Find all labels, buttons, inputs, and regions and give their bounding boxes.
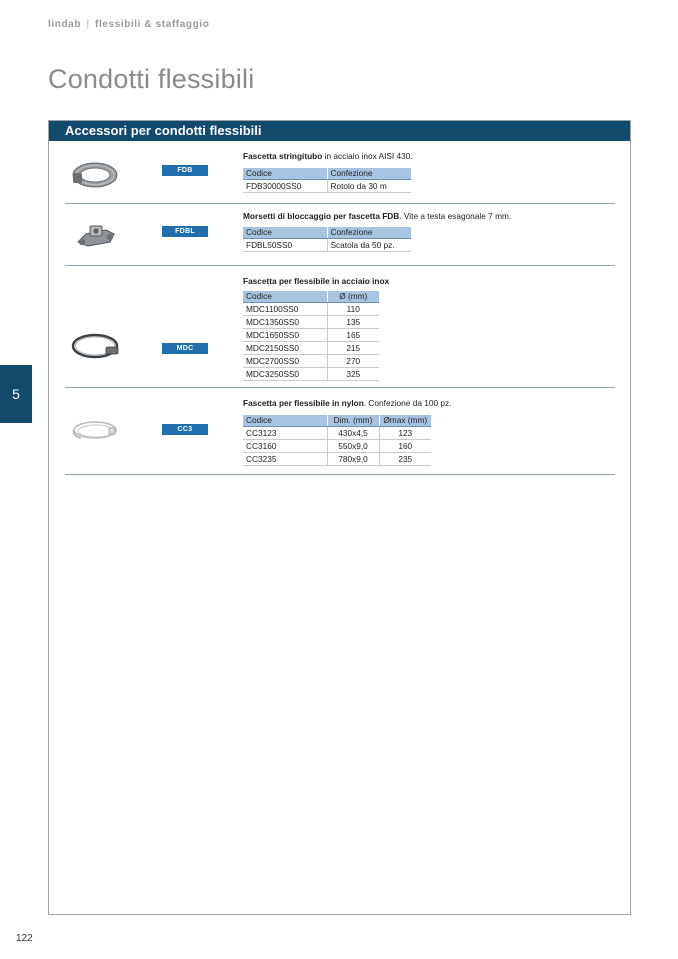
table-cell: 325 [327,368,379,381]
locking-clamp-icon [65,216,125,256]
product-name: Fascetta per flessibile in nylon [243,398,364,408]
product-row-mdc [65,266,615,388]
column-header: Codice [243,415,327,427]
product-name: Fascetta stringitubo [243,151,323,161]
table-cell: 430x4,5 [327,427,379,440]
spec-table [243,415,431,466]
table-row [243,355,379,368]
table-cell: 215 [327,342,379,355]
table-cell: 270 [327,355,379,368]
table-cell: MDC2150SS0 [243,342,327,355]
table-row [243,316,379,329]
table-row [243,440,431,453]
nylon-cable-tie-icon [65,410,125,450]
product-code-badge: MDC [162,343,208,354]
spec-table [243,227,411,252]
table-cell: MDC1350SS0 [243,316,327,329]
table-cell: 110 [327,303,379,316]
product-detail: . Vite a testa esagonale 7 mm. [399,211,512,221]
table-cell: CC3123 [243,427,327,440]
breadcrumb [48,19,209,30]
table-cell: MDC2700SS0 [243,355,327,368]
table-cell: Rotolo da 30 m [327,180,411,193]
column-header: Confezione [327,227,411,239]
product-description [243,151,413,161]
table-cell: Scatola da 50 pz. [327,239,411,252]
product-code-badge: FDB [162,165,208,176]
section-name: flessibili & staffaggio [95,19,210,30]
table-cell: MDC1650SS0 [243,329,327,342]
table-cell: CC3160 [243,440,327,453]
product-description [243,211,511,221]
table-row [243,427,431,440]
product-code-badge: CC3 [162,424,208,435]
column-header: Ø (mm) [327,291,379,303]
table-cell: 235 [379,453,431,466]
table-cell: FDBL50SS0 [243,239,327,252]
product-detail: . Confezione da 100 pz. [363,398,452,408]
column-header: Codice [243,227,327,239]
table-cell: MDC1100SS0 [243,303,327,316]
table-row [243,303,379,316]
table-row [243,453,431,466]
column-header: Codice [243,291,327,303]
panel-title: Accessori per condotti flessibili [49,121,630,141]
product-description [243,276,389,286]
column-header: Dim. (mm) [327,415,379,427]
table-row [243,180,411,193]
table-cell: 160 [379,440,431,453]
table-cell: 123 [379,427,431,440]
product-detail: in acciaio inox AISI 430. [322,151,413,161]
column-header: Confezione [327,168,411,180]
brand-name: lindab [48,19,82,30]
table-cell: CC3235 [243,453,327,466]
column-header: Ømax (mm) [379,415,431,427]
chapter-tab: 5 [0,365,32,423]
product-description [243,398,451,408]
table-row [243,368,379,381]
column-header: Codice [243,168,327,180]
table-cell: MDC3250SS0 [243,368,327,381]
spec-table [243,291,379,381]
product-name: Fascetta per flessibile in acciaio inox [243,276,390,286]
hose-clamp-band-icon [65,155,125,195]
page-title: Condotti flessibili [48,64,255,94]
page-number: 122 [16,933,33,944]
table-row [243,239,411,252]
product-name: Morsetti di bloccaggio per fascetta FDB [243,211,400,221]
table-row [243,329,379,342]
table-cell: 550x9,0 [327,440,379,453]
product-row-fdb [65,147,615,204]
product-row-cc3 [65,388,615,475]
accessories-panel [48,120,631,915]
spec-table [243,168,411,193]
breadcrumb-separator: | [86,19,90,30]
table-row [243,342,379,355]
table-cell: 165 [327,329,379,342]
product-code-badge: FDBL [162,226,208,237]
table-cell: 135 [327,316,379,329]
product-row-fdbl [65,204,615,266]
table-cell: 780x9,0 [327,453,379,466]
table-cell: FDB30000SS0 [243,180,327,193]
steel-hose-clamp-icon [65,326,125,366]
